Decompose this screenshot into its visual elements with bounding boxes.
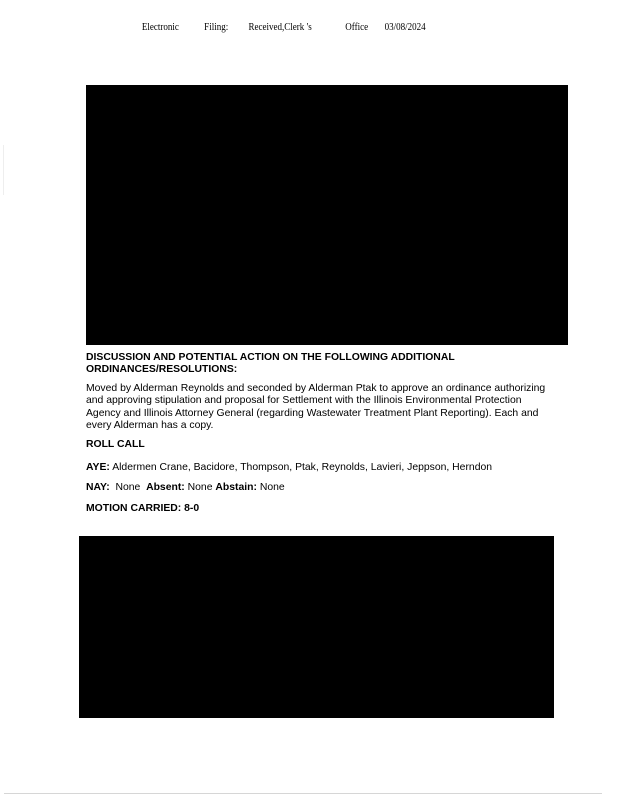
absent-label: Absent: [146,482,185,494]
header-date: 03/08/2024 [384,21,426,33]
header-electronic: Electronic [141,21,179,33]
abstain-label: Abstain: [215,482,257,494]
abstain-value: None [256,482,285,494]
nay-value: None [109,482,147,494]
redacted-block-bottom [79,536,554,718]
header-received-clerk: Received,Clerk 's [248,21,312,33]
scan-edge-mark [3,145,4,195]
aye-value: Aldermen Crane, Bacidore, Thompson, Ptak, Reynolds, Lavieri, Jeppson, Herndon [109,461,493,473]
section-heading: DISCUSSION AND POTENTIAL ACTION ON THE FOLLOWING ADDITIONAL ORDINANCES/RESOLUTIONS: [86,352,455,376]
redacted-block-top [86,85,568,345]
electronic-filing-header [0,21,507,37]
header-office: Office [345,21,369,33]
minutes-section [86,352,546,515]
header-filing: Filing: [204,21,229,33]
nay-label: NAY: [86,482,110,494]
roll-call-heading: ROLL CALL [86,439,145,451]
motion-text: Moved by Alderman Reynolds and seconded by Alderman Ptak to approve an ordinance authorizing and approving stipulation and proposal for Settlement with the Illinois Environmental Protection Agency and Illinois Attorney General (regarding Wastewater Treatment Plant Reporting). Each and every Alderman has a copy. [86,382,546,432]
absent-value: None [184,482,216,494]
aye-label: AYE: [86,461,110,473]
aye-line [86,462,546,474]
motion-result: MOTION CARRIED: 8-0 [86,502,200,514]
page-bottom-rule [4,793,602,794]
nay-absent-abstain-line [86,482,546,494]
